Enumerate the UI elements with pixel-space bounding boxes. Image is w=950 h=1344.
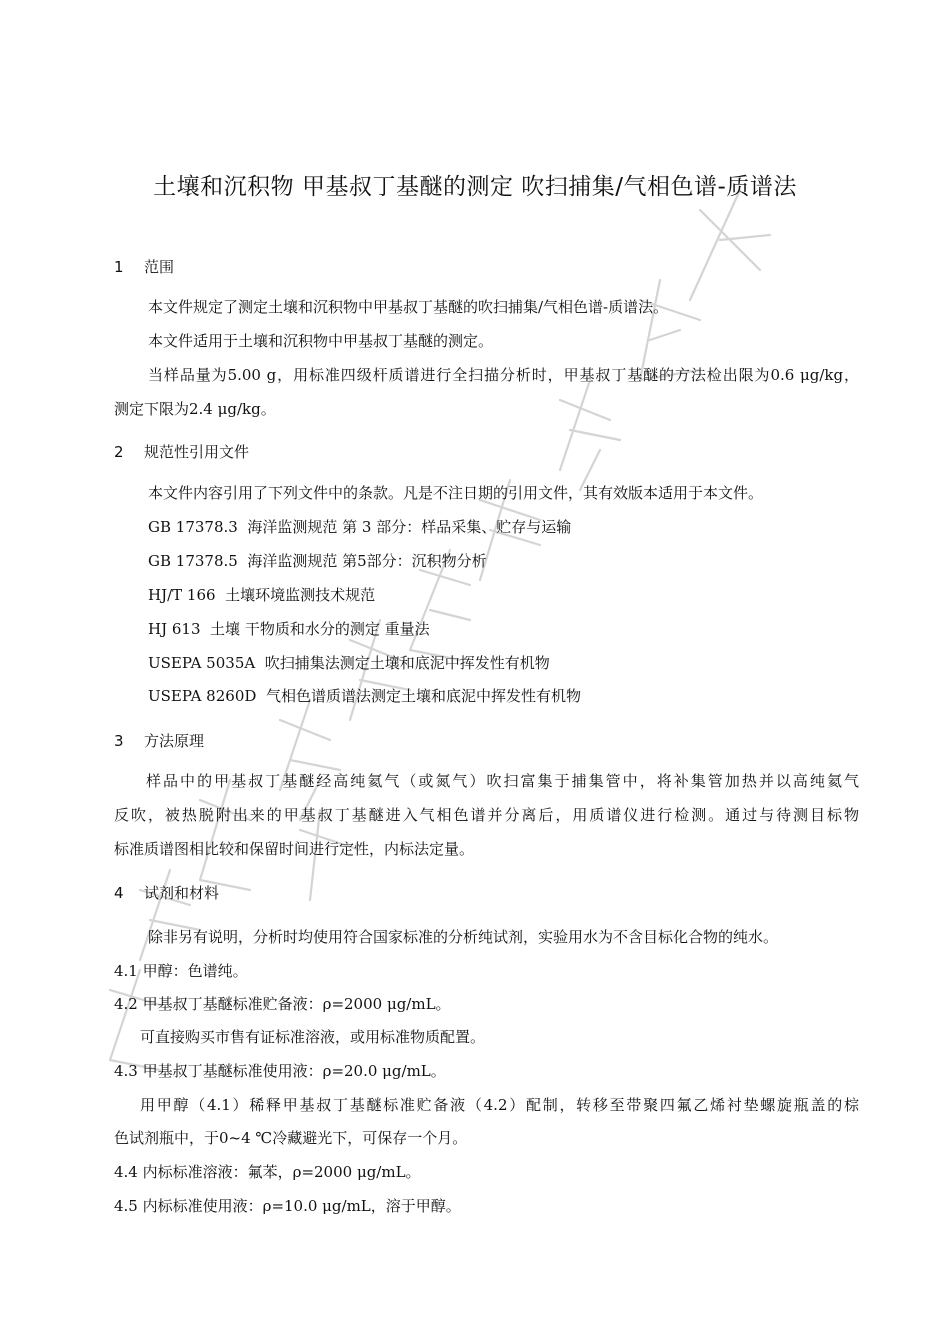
reference-title: 气相色谱质谱法测定土壤和底泥中挥发性有机物 — [265, 687, 581, 705]
reference-item — [0, 619, 950, 639]
section-number: 3 — [114, 732, 124, 750]
subclause-4-3: 4.3 甲基叔丁基醚标准使用液：ρ=20.0 μg/mL。 — [114, 1062, 446, 1080]
subclause-4-1: 4.1 甲醇：色谱纯。 — [114, 962, 248, 980]
paragraph: 本文件适用于土壤和沉积物中甲基叔丁基醚的测定。 — [148, 332, 494, 350]
section-title: 方法原理 — [144, 732, 205, 750]
section-title: 试剂和材料 — [144, 884, 220, 902]
reference-item — [0, 585, 950, 605]
paragraph: 标准质谱图相比较和保留时间进行定性，内标法定量。 — [114, 840, 475, 858]
paragraph: 本文件规定了测定土壤和沉积物中甲基叔丁基醚的吹扫捕集/气相色谱-质谱法。 — [148, 298, 669, 316]
reference-item — [0, 517, 950, 537]
reference-item — [0, 686, 950, 706]
section-number: 2 — [114, 443, 124, 461]
section-title: 范围 — [144, 258, 175, 276]
section-title: 规范性引用文件 — [144, 443, 250, 461]
paragraph: 色试剂瓶中，于0~4 ℃冷藏避光下，可保存一个月。 — [114, 1129, 468, 1147]
subclause-4-4: 4.4 内标标准溶液：氟苯，ρ=2000 μg/mL。 — [114, 1163, 421, 1181]
reference-item — [0, 551, 950, 571]
reference-code: USEPA 8260D — [148, 687, 257, 705]
reference-title: 海洋监测规范 第5部分：沉积物分析 — [247, 552, 487, 570]
reference-code: GB 17378.5 — [148, 552, 238, 570]
reference-title: 吹扫捕集法测定土壤和底泥中挥发性有机物 — [264, 654, 550, 672]
paragraph: 除非另有说明，分析时均使用符合国家标准的分析纯试剂，实验用水为不含目标化合物的纯水。 — [148, 928, 779, 946]
subclause-4-2: 4.2 甲基叔丁基醚标准贮备液：ρ=2000 μg/mL。 — [114, 995, 451, 1013]
subclause-4-5: 4.5 内标标准使用液：ρ=10.0 μg/mL，溶于甲醇。 — [114, 1197, 461, 1215]
reference-code: HJ 613 — [148, 620, 201, 638]
reference-code: GB 17378.3 — [148, 518, 238, 536]
section-number: 1 — [114, 258, 124, 276]
reference-code: USEPA 5035A — [148, 654, 256, 672]
paragraph: 可直接购买市售有证标准溶液，或用标准物质配置。 — [140, 1028, 486, 1046]
paragraph: 反吹，被热脱附出来的甲基叔丁基醚进入气相色谱并分离后，用质谱仪进行检测。通过与待测目标物 — [114, 806, 859, 824]
paragraph: 当样品量为5.00 g，用标准四级杆质谱进行全扫描分析时，甲基叔丁基醚的方法检出限为0.6 μg/kg， — [148, 366, 859, 384]
paragraph: 样品中的甲基叔丁基醚经高纯氦气（或氮气）吹扫富集于捕集管中，将补集管加热并以高纯氦气 — [146, 772, 859, 790]
reference-title: 土壤 干物质和水分的测定 重量法 — [210, 620, 430, 638]
paragraph: 用甲醇（4.1）稀释甲基叔丁基醚标准贮备液（4.2）配制，转移至带聚四氟乙烯衬垫螺旋瓶盖的棕 — [140, 1096, 859, 1114]
reference-title: 土壤环境监测技术规范 — [225, 586, 376, 604]
reference-code: HJ/T 166 — [148, 586, 216, 604]
section-number: 4 — [114, 884, 124, 902]
document-title: 土壤和沉积物 甲基叔丁基醚的测定 吹扫捕集/气相色谱-质谱法 — [153, 174, 797, 200]
reference-title: 海洋监测规范 第 3 部分：样品采集、贮存与运输 — [247, 518, 572, 536]
reference-item — [0, 653, 950, 673]
paragraph: 本文件内容引用了下列文件中的条款。凡是不注日期的引用文件，其有效版本适用于本文件。 — [148, 484, 764, 502]
paragraph: 测定下限为2.4 μg/kg。 — [114, 400, 276, 418]
